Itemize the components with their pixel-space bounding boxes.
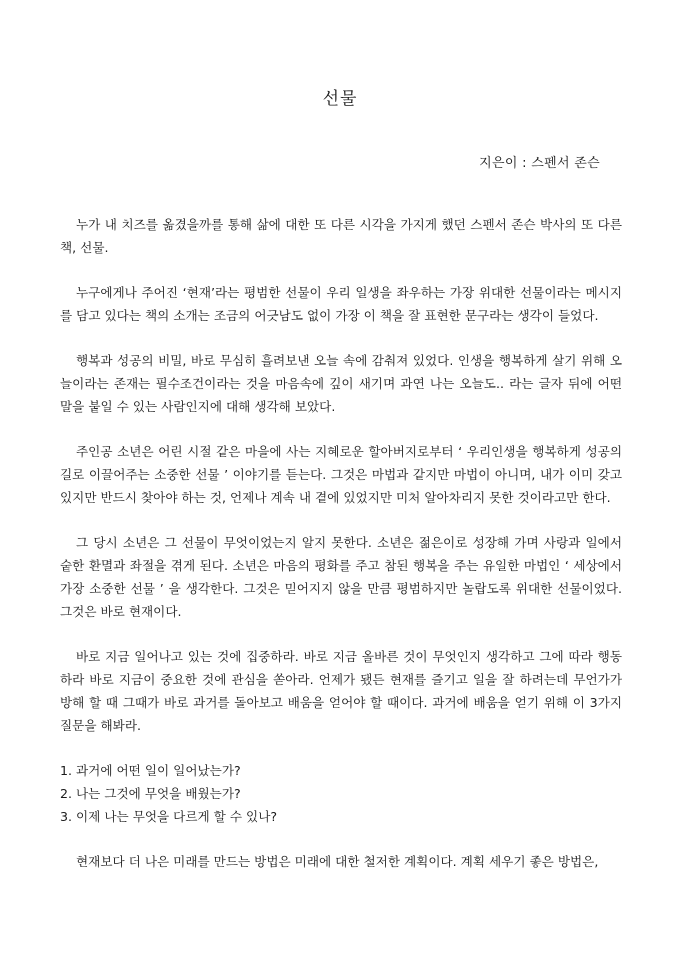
paragraph: 주인공 소년은 어린 시절 같은 마을에 사는 지혜로운 할아버지로부터 ‘ 우리인생을 행복하게 성공의 길로 이끌어주는 소중한 선물 ’ 이야기를 듣는다. 그것은 마법과 같지만 마법이 아니며, 내가 이미 갖고 있지만 반드시 찾아야 하는 것, 언제나 계속 내 곁에 있었지만 미처 알아차리지 못한 것이라고만 한다. (60, 444, 622, 505)
paragraph: 행복과 성공의 비밀, 바로 무심히 흘려보낸 오늘 속에 감춰져 있었다. 인생을 행복하게 살기 위해 오늘이라는 존재는 필수조건이라는 것을 마음속에 깊이 새기며 과연 나는 오늘도.. 라는 글자 뒤에 어떤 말을 붙일 수 있는 사람인지에 대해 생각해 보았다. (60, 353, 622, 414)
paragraph: 누가 내 치즈를 옮겼을까를 통해 삶에 대한 또 다른 시각을 가지게 했던 스펜서 존슨 박사의 또 다른 책, 선물. (60, 217, 622, 255)
list-item: 2. 나는 그것에 무엇을 배웠는가? (60, 786, 241, 801)
paragraph: 그 당시 소년은 그 선물이 무엇이었는지 알지 못한다. 소년은 젊은이로 성장해 가며 사랑과 일에서 숱한 환멸과 좌절을 겪게 된다. 소년은 마음의 평화를 주고 참된 행복을 주는 유일한 마법인 ‘ 세상에서 가장 소중한 선물 ’ 을 생각한다. 그것은 믿어지지 않을 만큼 평범하지만 놀랍도록 위대한 선물이었다. 그것은 바로 현재이다. (60, 535, 622, 619)
list-item: 3. 이제 나는 무엇을 다르게 할 수 있나? (60, 809, 278, 824)
paragraph: 누구에게나 주어진 ‘현재’라는 평범한 선물이 우리 일생을 좌우하는 가장 위대한 선물이라는 메시지를 담고 있다는 책의 소개는 조금의 어긋남도 없이 가장 이 책을 잘 표현한 문구라는 생각이 들었다. (60, 285, 622, 323)
document-body (60, 213, 622, 895)
author-line: 지은이 : 스펜서 존슨 (479, 156, 600, 171)
list-item: 1. 과거에 어떤 일이 일어났는가? (60, 763, 241, 778)
paragraph: 바로 지금 일어나고 있는 것에 집중하라. 바로 지금 올바른 것이 무엇인지 생각하고 그에 따라 행동하라 바로 지금이 중요한 것에 관심을 쏟아라. 언제가 됐든 현재를 즐기고 일을 잘 하려는데 무언가가 방해 할 때 그때가 바로 과거를 돌아보고 배움을 얻어야 할 때이다. 과거에 배움을 얻기 위해 이 3가지 질문을 해봐라. (60, 649, 622, 733)
question-list (60, 759, 622, 828)
closing-paragraph: 현재보다 더 나은 미래를 만드는 방법은 미래에 대한 철저한 계획이다. 계획 세우기 좋은 방법은, (76, 854, 599, 869)
document-title: 선물 (322, 89, 358, 109)
